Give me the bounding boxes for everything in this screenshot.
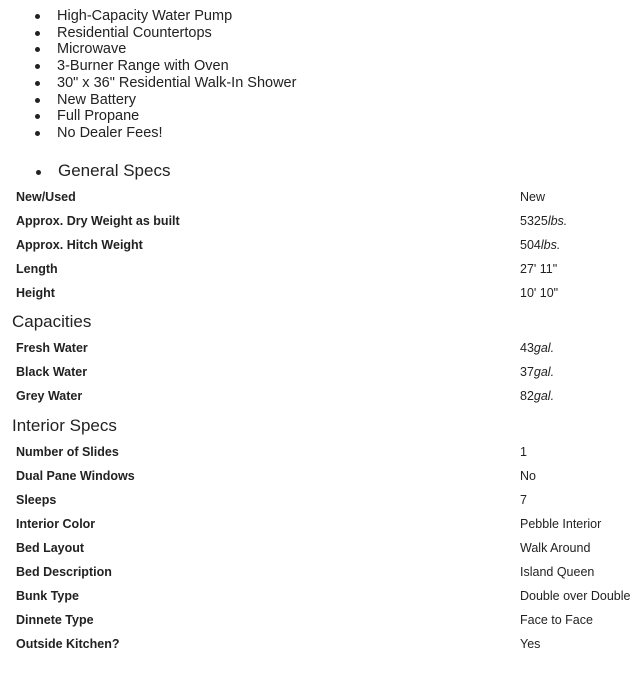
feature-item: 3-Burner Range with Oven [0,58,296,75]
spec-row-bunk-type [0,586,640,610]
spec-label: Black Water [16,365,88,379]
spec-value: 43gal. [520,341,555,355]
spec-label: Bed Description [16,565,112,579]
spec-value: Yes [520,637,541,651]
spec-value: 5325lbs. [520,214,568,228]
spec-row-dinnete-type [0,610,640,634]
spec-label: Bunk Type [16,589,79,603]
feature-item: High-Capacity Water Pump [0,8,296,25]
spec-label: Bed Layout [16,541,85,555]
spec-value: Walk Around [520,541,591,555]
features-list [0,8,296,142]
spec-value: 1 [520,445,527,459]
spec-value: Pebble Interior [520,517,602,531]
spec-label: Approx. Hitch Weight [16,238,143,252]
spec-value: 37gal. [520,365,555,379]
spec-value: 7 [520,493,527,507]
spec-value: Island Queen [520,565,595,579]
spec-row-grey-water [0,386,640,410]
spec-row-black-water [0,362,640,386]
spec-row-bed-layout [0,538,640,562]
spec-value: 27' 11" [520,262,558,276]
spec-label: Number of Slides [16,445,119,459]
spec-row-interior-color [0,514,640,538]
spec-label: Approx. Dry Weight as built [16,214,180,228]
spec-row-dual-pane-windows [0,466,640,490]
spec-label: Sleeps [16,493,57,507]
spec-label: New/Used [16,190,76,204]
interior-specs-title: Interior Specs [12,416,117,435]
spec-value: Double over Double [520,589,631,603]
spec-label: Fresh Water [16,341,88,355]
spec-label: Interior Color [16,517,96,531]
spec-row-number-of-slides [0,442,640,466]
spec-row-height [0,283,640,307]
spec-value: Face to Face [520,613,593,627]
feature-item: Microwave [0,41,296,58]
spec-row-fresh-water [0,338,640,362]
spec-label: Dinnete Type [16,613,94,627]
spec-label: Length [16,262,58,276]
spec-label: Outside Kitchen? [16,637,120,651]
spec-value: 10' 10" [520,286,559,300]
spec-value: New [520,190,546,204]
spec-row-length [0,259,640,283]
spec-label: Grey Water [16,389,83,403]
feature-item: Full Propane [0,108,296,125]
spec-row-outside-kitchen [0,634,640,658]
spec-row-dry-weight [0,211,640,235]
general-specs-heading-list [0,161,170,181]
spec-value: 82gal. [520,389,555,403]
spec-row-bed-description [0,562,640,586]
spec-label: Height [16,286,55,300]
feature-item: No Dealer Fees! [0,125,296,142]
spec-value: No [520,469,536,483]
capacities-title: Capacities [12,312,92,331]
feature-item: 30" x 36" Residential Walk-In Shower [0,75,296,92]
feature-item: New Battery [0,92,296,109]
spec-value: 504lbs. [520,238,561,252]
feature-item: Residential Countertops [0,25,296,42]
spec-row-new-used [0,187,640,211]
spec-label: Dual Pane Windows [16,469,135,483]
spec-row-sleeps [0,490,640,514]
general-specs-title: General Specs [0,161,170,181]
spec-row-hitch-weight [0,235,640,259]
